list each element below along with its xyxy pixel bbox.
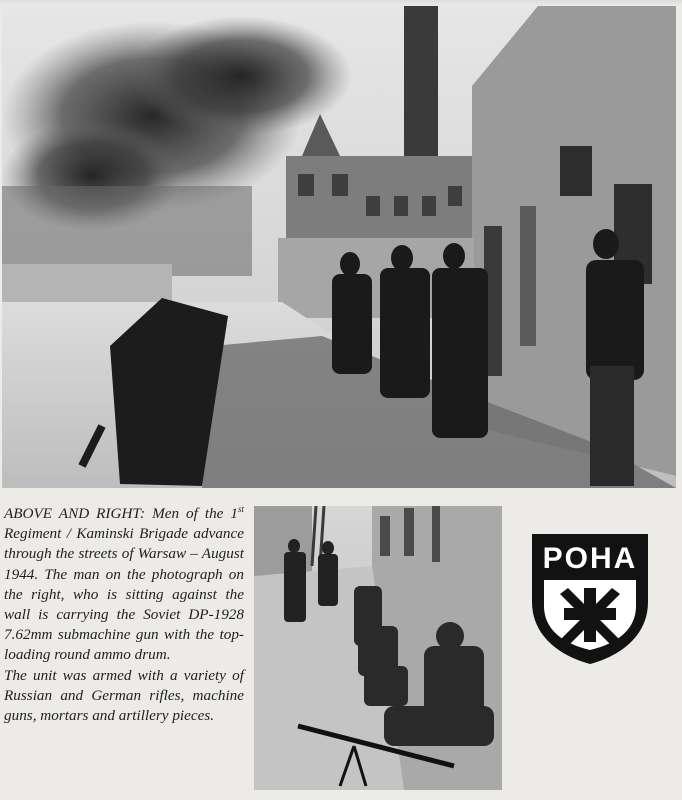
caption-ordinal-suffix: st — [237, 503, 244, 514]
caption-line1: Men of the — [145, 505, 231, 522]
rona-shield-emblem — [528, 532, 652, 666]
street-photograph-bottom — [254, 506, 502, 790]
caption-paragraph-1 — [4, 504, 244, 666]
emblem-text: POHA — [542, 542, 638, 575]
street-photograph-top — [2, 6, 676, 488]
photo-caption — [4, 504, 244, 774]
caption-body-1: Regiment / Kaminski Brigade advance through the streets of Warsaw – August 1944. The man on the photograph on the right, who is sitting against the wall is carrying the Soviet DP-1928 7.62mm submachine gun with the top-loading round ammo drum. — [4, 525, 244, 664]
caption-paragraph-2: The unit was armed with a variety of Russian and German rifles, machine guns, mortars and artillery pieces. — [4, 666, 244, 725]
caption-ordinal-number: 1 — [230, 505, 238, 522]
caption-lead: ABOVE AND RIGHT: — [4, 505, 146, 522]
